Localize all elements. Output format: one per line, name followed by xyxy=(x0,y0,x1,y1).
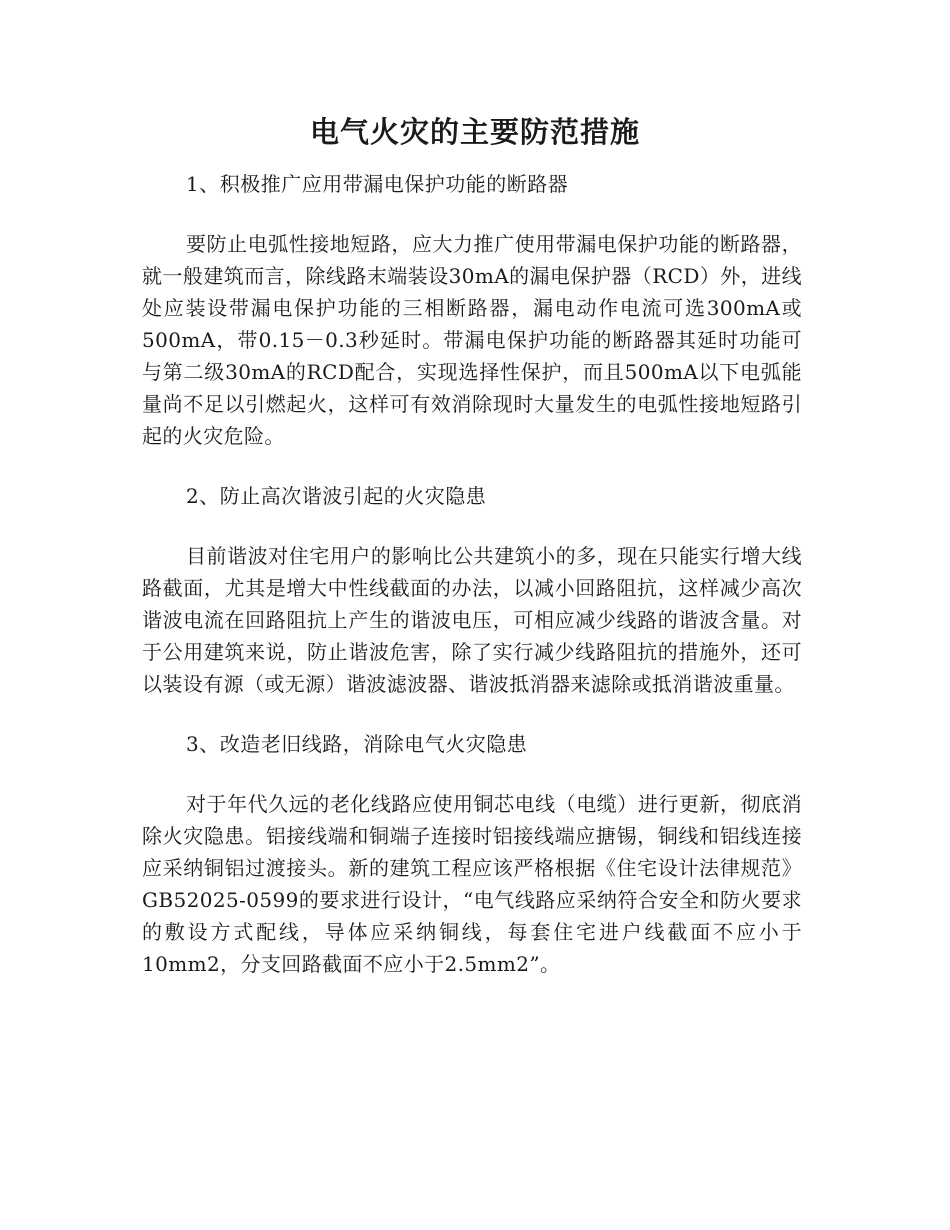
document-body xyxy=(142,168,802,1008)
section-heading-3: 3、改造老旧线路，消除电气火灾隐患 xyxy=(186,732,528,756)
section-heading-2: 2、防止高次谐波引起的火灾隐患 xyxy=(186,484,487,508)
section-paragraph-1: 要防止电弧性接地短路，应大力推广使用带漏电保护功能的断路器，就一般建筑而言，除线路末端装设30mA的漏电保护器（RCD）外，进线处应装设带漏电保护功能的三相断路器，漏电动作电流可选300mA或500mA，带0.15－0.3秒延时。带漏电保护功能的断路器其延时功能可与第二级30mA的RCD配合，实现选择性保护，而且500mA以下电弧能量尚不足以引燃起火，这样可有效消除现时大量发生的电弧性接地短路引起的火灾危险。 xyxy=(142,232,802,448)
section-paragraph-3: 对于年代久远的老化线路应使用铜芯电线（电缆）进行更新，彻底消除火灾隐患。铝接线端和铜端子连接时铝接线端应搪锡，铜线和铝线连接应采纳铜铝过渡接头。新的建筑工程应该严格根据《住宅设计法律规范》GB52025-0599的要求进行设计，“电气线路应采纳符合安全和防火要求的敷设方式配线，导体应采纳铜线，每套住宅进户线截面不应小于10mm2，分支回路截面不应小于2.5mm2”。 xyxy=(142,792,802,976)
document-title: 电气火灾的主要防范措施 xyxy=(309,115,640,149)
section-heading-1: 1、积极推广应用带漏电保护功能的断路器 xyxy=(186,172,569,196)
section-paragraph-2: 目前谐波对住宅用户的影响比公共建筑小的多，现在只能实行增大线路截面，尤其是增大中性线截面的办法，以减小回路阻抗，这样减少高次谐波电流在回路阻抗上产生的谐波电压，可相应减少线路的谐波含量。对于公用建筑来说，防止谐波危害，除了实行减少线路阻抗的措施外，还可以装设有源（或无源）谐波滤波器、谐波抵消器来滤除或抵消谐波重量。 xyxy=(142,544,802,696)
